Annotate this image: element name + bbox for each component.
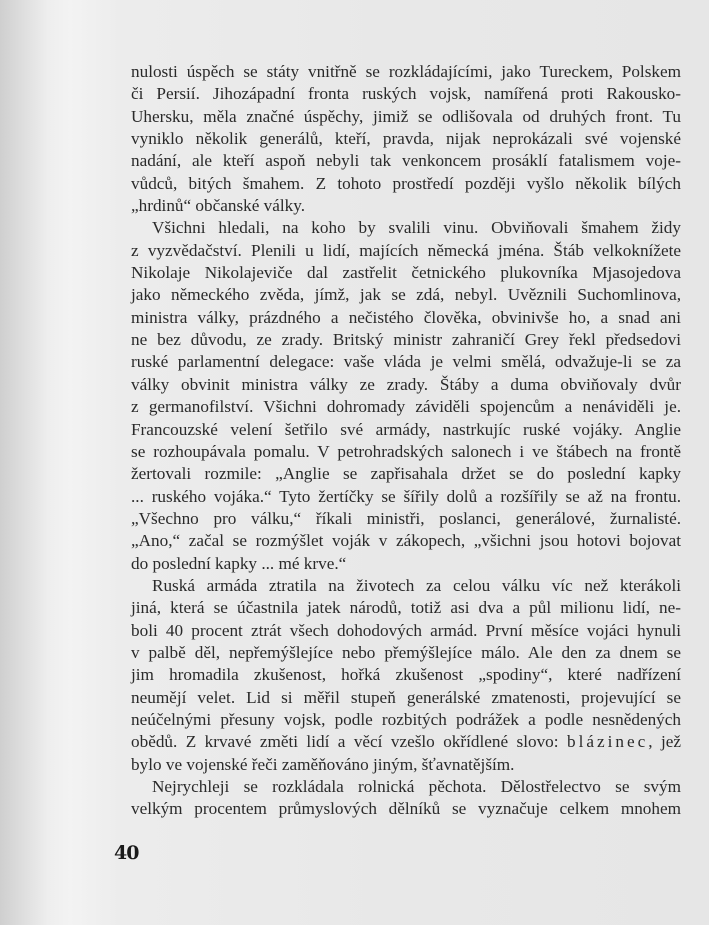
text-line: „hrdinů“ občanské války. xyxy=(131,196,306,216)
text-line: neumějí velet. Lid si měřil stupeň generálské zmatenosti, projevující se xyxy=(131,687,681,707)
text-line: vůdců, bitých šmahem. Z tohoto prostředí později vyšlo několik bílých xyxy=(131,173,681,193)
text-line: Nejrychleji se rozkládala rolnická pěchota. Dělostřelectvo se svým xyxy=(152,777,681,796)
text-line: z vyzvědačství. Plenili u lidí, majících německá jména. Štáb velkoknížete xyxy=(131,240,681,260)
text-line: Ruská armáda ztratila na životech za celou válku víc než kterákoli xyxy=(152,575,681,595)
text-line: ne bez důvodu, ze zrady. Britský ministr zahraničí Grey řekl předsedovi xyxy=(131,330,681,350)
text-line: či Persií. Jihozápadní fronta ruských vojsk, namířená proti Rakousko- xyxy=(131,84,681,104)
text-fragment: , jež xyxy=(648,732,681,752)
text-line: „Všechno pro válku,“ říkali ministři, poslanci, generálové, žurnalisté. xyxy=(131,508,681,528)
text-line: vyniklo několik generálů, kteří, pravda, nijak neprokázali své vojenské xyxy=(131,129,681,149)
text-line: nulosti úspěch se státy vnitřně se rozkládajícími, jako Tureckem, Polskem xyxy=(131,62,681,81)
text-line: ministra války, prázdného a nečistého člověka, obvinivše ho, a snad ani xyxy=(131,307,681,327)
text-line: neúčelnými přesuny vojsk, podle rozbitých podrážek a podle nesnědených xyxy=(131,709,681,729)
text-fragment: obědů. Z krvavé změti lidí a věcí vzešlo okřídlené slovo: xyxy=(131,732,567,752)
text-line: Nikolaje Nikolajeviče dal zastřelit četnického plukovníka Mjasojedova xyxy=(131,263,681,283)
text-line: v palbě děl, nepřemýšlejíce nebo přemýšlejíce málo. Ale den za dnem se xyxy=(131,642,681,662)
spaced-emphasis-word: blázinec xyxy=(566,732,649,752)
text-line: z germanofilství. Všichni dohromady záviděli spojencům a nenáviděli je. xyxy=(131,397,681,417)
text-line: velkým procentem průmyslových dělníků se vyznačuje celkem mnohem xyxy=(131,799,681,819)
paragraph xyxy=(131,217,681,575)
body-text xyxy=(131,61,681,821)
text-line-with-spaced-word xyxy=(131,731,681,753)
text-line: války obvinit ministra války ze zrady. Štáby a duma obviňovaly dvůr xyxy=(131,374,681,394)
text-line: Francouzské velení šetřilo své armády, nastrkujíc ruské vojáky. Anglie xyxy=(131,419,681,439)
paragraph xyxy=(131,776,681,821)
text-line: boli 40 procent ztrát všech dohodových armád. První měsíce vojáci hynuli xyxy=(131,620,681,640)
text-line: bylo ve vojenské řeči zaměňováno jiným, šťavnatějším. xyxy=(131,754,515,774)
text-line: ruské parlamentní delegace: vaše vláda je velmi smělá, odvažuje-li se za xyxy=(131,352,681,372)
text-line: ... ruského vojáka.“ Tyto žertíčky se šířily dolů a rozšířily se až na frontu. xyxy=(131,486,681,506)
text-line: do poslední kapky ... mé krve.“ xyxy=(131,553,347,573)
paragraph xyxy=(131,575,681,776)
text-line: nadání, ale kteří aspoň nebyli tak venkoncem prosáklí fatalismem voje- xyxy=(131,151,681,171)
paragraph xyxy=(131,61,681,217)
text-line: se rozhoupávala pomalu. V petrohradských salonech i ve štábech na frontě xyxy=(131,441,681,461)
text-line: žertovali rozmile: „Anglie se zapřisahala držet se do poslední kapky xyxy=(131,464,681,484)
text-line: Všichni hledali, na koho by svalili vinu. Obviňovali šmahem židy xyxy=(152,218,681,238)
text-line: „Ano,“ začal se rozmýšlet voják v zákopech, „všichni jsou hotovi bojovat xyxy=(131,531,681,551)
text-line: Uhersku, měla značné úspěchy, jimiž se odlišovala od druhých front. Tu xyxy=(131,106,681,126)
page-number: 40 xyxy=(114,842,139,864)
text-line: jako německého zvěda, jímž, jak se zdá, nebyl. Uvěznili Suchomlinova, xyxy=(131,285,681,305)
text-line: jim hromadila zkušenost, hořká zkušenost „spodiny“, které nadřízení xyxy=(131,665,681,685)
text-line: jiná, která se účastnila jatek národů, totiž asi dva a půl milionu lidí, ne- xyxy=(131,598,681,618)
